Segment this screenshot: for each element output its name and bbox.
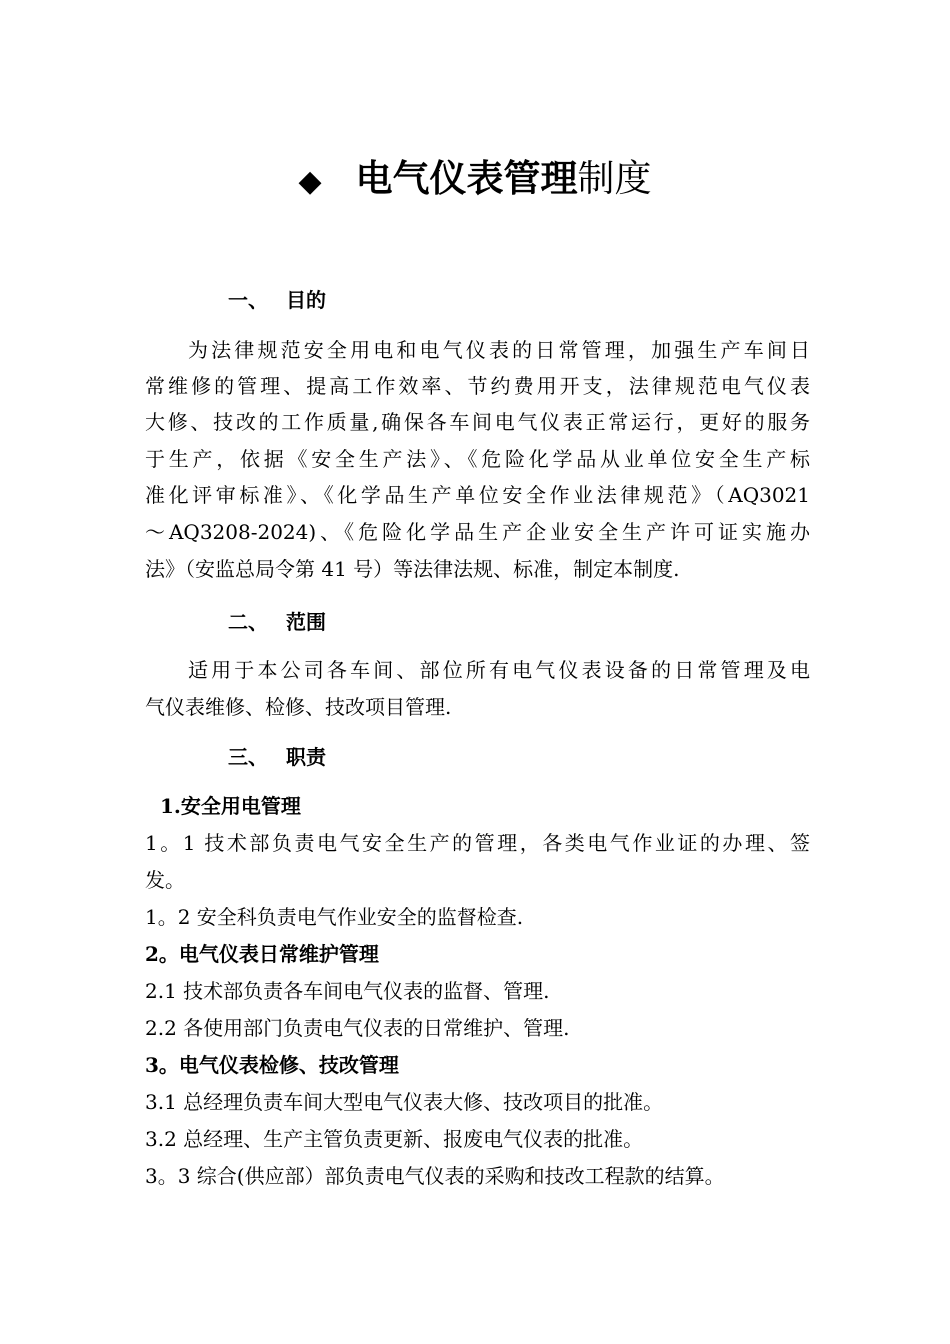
purpose-line-2: 常维修的管理、提高工作效率、节约费用开支，法律规范电气仪表 bbox=[145, 374, 810, 398]
section-label: 目的 bbox=[286, 288, 326, 312]
scope-line-2: 气仪表维修、检修、技改项目管理. bbox=[145, 695, 452, 719]
duty-1-2: 1。2 安全科负责电气作业安全的监督检查. bbox=[145, 905, 524, 929]
purpose-line-6: ～AQ3208-2024)、《危险化学品生产企业安全生产许可证实施办 bbox=[145, 520, 810, 544]
title-normal-part: 制度 bbox=[577, 157, 652, 200]
duty-1-1-line-2: 发。 bbox=[145, 868, 185, 892]
duty-2-2: 2.2 各使用部门负责电气仪表的日常维护、管理. bbox=[145, 1016, 570, 1040]
section-heading-duties bbox=[228, 743, 326, 771]
duty-3-3: 3。3 综合(供应部）部负责电气仪表的采购和技改工程款的结算。 bbox=[145, 1164, 725, 1188]
purpose-line-1: 为法律规范安全用电和电气仪表的日常管理，加强生产车间日 bbox=[188, 338, 810, 362]
section-number: 一、 bbox=[228, 288, 268, 312]
section-label: 范围 bbox=[286, 610, 326, 634]
section-heading-scope bbox=[228, 608, 326, 636]
duty-3-1: 3.1 总经理负责车间大型电气仪表大修、技改项目的批准。 bbox=[145, 1090, 664, 1114]
subsection-title-overhaul: 3。电气仪表检修、技改管理 bbox=[145, 1053, 399, 1077]
title-bold-part: 电气仪表管理 bbox=[355, 156, 578, 200]
duty-2-1: 2.1 技术部负责各车间电气仪表的监督、管理. bbox=[145, 979, 550, 1003]
subsection-title-electrical-safety: 1.安全用电管理 bbox=[160, 794, 301, 818]
section-label: 职责 bbox=[286, 745, 326, 769]
purpose-line-3: 大修、技改的工作质量,确保各车间电气仪表正常运行，更好的服务 bbox=[145, 410, 810, 434]
purpose-line-5: 准化评审标准》、《化学品生产单位安全作业法律规范》（AQ3021 bbox=[145, 483, 810, 507]
duty-3-2: 3.2 总经理、生产主管负责更新、报废电气仪表的批准。 bbox=[145, 1127, 644, 1151]
document-title bbox=[0, 148, 950, 212]
purpose-line-4: 于生产，依据《安全生产法》、《危险化学品从业单位安全生产标 bbox=[145, 447, 810, 471]
duty-1-1-line-1: 1。1 技术部负责电气安全生产的管理，各类电气作业证的办理、签 bbox=[145, 831, 810, 855]
subsection-title-daily-maintenance: 2。电气仪表日常维护管理 bbox=[145, 942, 379, 966]
section-heading-purpose bbox=[228, 286, 326, 314]
scope-line-1: 适用于本公司各车间、部位所有电气仪表设备的日常管理及电 bbox=[188, 658, 810, 682]
diamond-bullet-icon: ◆ bbox=[298, 164, 322, 199]
purpose-line-7: 法》（安监总局令第 41 号）等法律法规、标准，制定本制度. bbox=[145, 557, 680, 581]
section-number: 二、 bbox=[228, 610, 268, 634]
section-number: 三、 bbox=[228, 745, 268, 769]
